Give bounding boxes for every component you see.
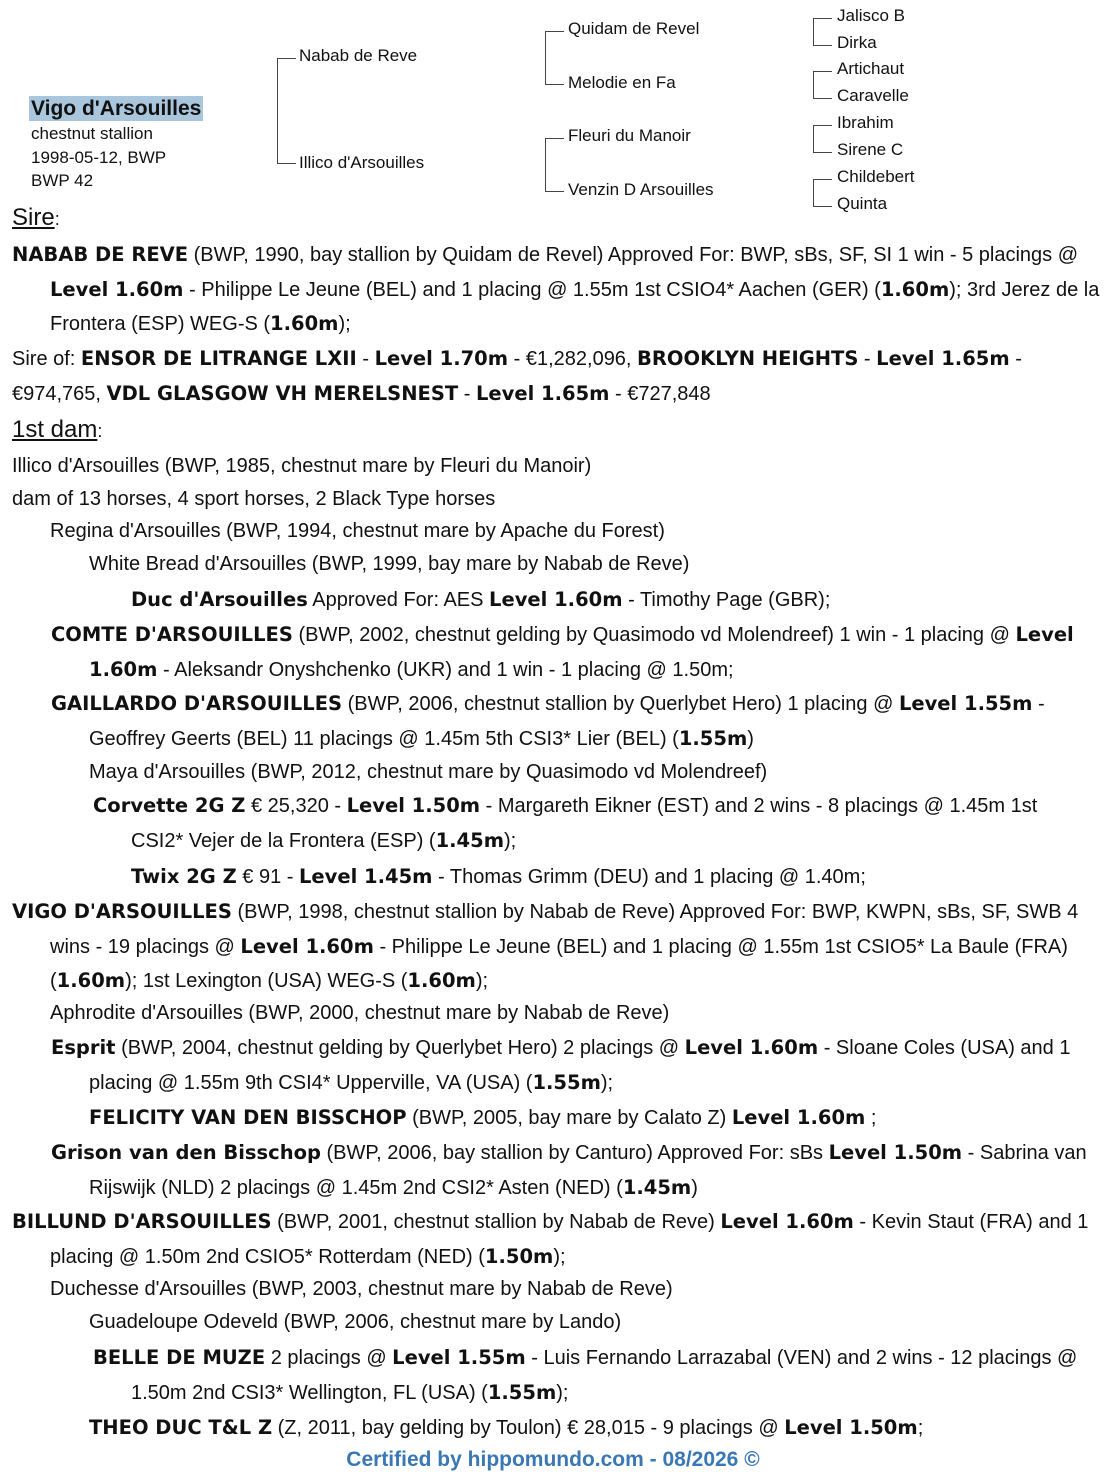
family-entry-vigo (12, 895, 1090, 999)
twix-detail-b: - Thomas Grimm (DEU) and 1 placing @ 1.40m; (432, 866, 866, 888)
belle-level-2: 1.55m (487, 1380, 557, 1404)
sire-heading (12, 204, 60, 233)
family-entry-duc (131, 583, 1091, 618)
vigo-detail-a: (BWP, 1998, chestnut stallion by Nabab de Reve) Approved For: BWP, KWPN, sBs, SF, SWB 4 wins - 19 placings @ (50, 901, 1079, 958)
vigo-level-3: 1.60m (407, 969, 476, 992)
sire-details-2: - Philippe Le Jeune (BEL) and 1 placing @ 1.55m 1st CSIO4* Aachen (GER) ( (183, 278, 881, 301)
pedigree-dam[interactable]: Illico d'Arsouilles (299, 153, 425, 172)
esprit-detail-b: - Sloane Coles (USA) and 1 placing @ 1.55m 9th CSI4* Upperville, VA (USA) ( (89, 1037, 1071, 1094)
family-entry-aphrodite: Aphrodite d'Arsouilles (BWP, 2000, chestnut mare by Nabab de Reve) (50, 1002, 670, 1024)
family-entry-belle (93, 1341, 1091, 1410)
billund-level: Level 1.60m (720, 1210, 854, 1233)
sire-level-b: 1.60m (270, 312, 339, 335)
family-entry-felicity (89, 1101, 1089, 1136)
offspring-2-level: Level 1.65m (876, 347, 1010, 370)
corvette-level-2: 1.45m (435, 828, 505, 852)
vigo-horse-name[interactable]: VIGO D'ARSOUILLES (12, 900, 232, 923)
corvette-detail-b: - Margareth Eikner (EST) and 2 wins - 8 placings @ 1.45m 1st CSI2* Vejer de la Frontera (ESP) ( (131, 795, 1038, 852)
pedigree-ddd[interactable]: Quinta (837, 194, 888, 213)
gen3-bracket-2 (813, 71, 832, 99)
comte-detail-b: - Aleksandr Onyshchenko (UKR) and 1 win - 1 placing @ 1.50m; (157, 658, 734, 681)
gaillardo-detail-a: (BWP, 2006, chestnut stallion by Querlybet Hero) 1 placing @ (342, 693, 899, 715)
esprit-level: Level 1.60m (684, 1036, 819, 1059)
sire-level-a: 1.60m (880, 277, 950, 301)
gen2-bracket-dam (545, 138, 564, 192)
pedigree-sss[interactable]: Jalisco B (837, 6, 906, 25)
sep-3: - (458, 382, 476, 405)
pedigree-sire[interactable]: Nabab de Reve (299, 46, 418, 65)
corvette-detail-c: ); (504, 829, 517, 852)
sire-entry (12, 238, 1106, 342)
subject-description: chestnut stallion (31, 124, 153, 143)
sire-name[interactable]: NABAB DE REVE (12, 243, 189, 266)
duc-horse-name[interactable]: Duc d'Arsouilles (131, 588, 308, 611)
family-entry-regina: Regina d'Arsouilles (BWP, 1994, chestnut mare by Apache du Forest) (50, 520, 665, 542)
comte-detail-a: (BWP, 2002, chestnut gelding by Quasimodo vd Molendreef) 1 win - 1 placing @ (292, 624, 1016, 646)
billund-detail-c: ); (553, 1245, 566, 1268)
billund-level-2: 1.50m (484, 1244, 554, 1268)
pedigree-dss[interactable]: Ibrahim (837, 113, 894, 132)
subject-birth: 1998-05-12, BWP (31, 148, 167, 167)
subject-name[interactable]: Vigo d'Arsouilles (31, 97, 202, 120)
family-entry-maya: Maya d'Arsouilles (BWP, 2012, chestnut mare by Quasimodo vd Molendreef) (89, 761, 768, 783)
vigo-level-2: 1.60m (56, 969, 126, 992)
family-entry-theo (89, 1411, 1099, 1446)
gaillardo-level: Level 1.55m (898, 692, 1033, 715)
dam-line-2: dam of 13 horses, 4 sport horses, 2 Black Type horses (12, 488, 496, 510)
belle-horse-name[interactable]: BELLE DE MUZE (93, 1346, 266, 1369)
gaillardo-detail-c: ) (747, 727, 754, 750)
theo-detail-b: ; (917, 1417, 924, 1439)
vigo-detail-b: - Philippe Le Jeune (BEL) and 1 placing @ 1.55m 1st CSIO5* La Baule (FRA) ( (50, 935, 1068, 992)
grison-detail-b: - Sabrina van Rijswijk (NLD) 2 placings @ 1.45m 2nd CSI2* Asten (NED) ( (89, 1142, 1087, 1199)
certification-footer[interactable]: Certified by hippomundo.com - 08/2026 © (346, 1448, 760, 1471)
felicity-detail-b: ; (865, 1107, 877, 1129)
grison-horse-name[interactable]: Grison van den Bisschop (51, 1141, 321, 1164)
sire-details-4: ); (338, 313, 351, 335)
esprit-detail-c: ); (600, 1071, 614, 1094)
gaillardo-level-2: 1.55m (678, 726, 748, 750)
belle-level: Level 1.55m (392, 1346, 526, 1369)
offspring-2-name[interactable]: BROOKLYN HEIGHTS (637, 347, 859, 370)
gen2-bracket-sire (545, 31, 564, 85)
felicity-horse-name[interactable]: FELICITY VAN DEN BISSCHOP (89, 1106, 407, 1129)
vigo-detail-c: ); 1st Lexington (USA) WEG-S ( (125, 970, 408, 992)
sire-offspring (12, 342, 1072, 411)
family-entry-twix (131, 860, 1091, 895)
family-entry-comte (51, 618, 1089, 687)
grison-level: Level 1.50m (828, 1141, 963, 1164)
belle-detail-b: - Luis Fernando Larrazabal (VEN) and 2 wins - 12 placings @ 1.50m 2nd CSI3* Wellington, FL (USA) ( (131, 1347, 1078, 1404)
twix-level: Level 1.45m (299, 865, 433, 888)
family-entry-duchesse: Duchesse d'Arsouilles (BWP, 2003, chestnut mare by Nabab de Reve) (50, 1278, 673, 1300)
sire-heading-colon: : (54, 209, 60, 229)
pedigree-dds[interactable]: Childebert (837, 167, 915, 186)
corvette-level: Level 1.50m (346, 794, 481, 817)
billund-horse-name[interactable]: BILLUND D'ARSOUILLES (12, 1210, 272, 1233)
subject-horse (31, 96, 203, 193)
billund-detail-a: (BWP, 2001, chestnut stallion by Nabab de Reve) (271, 1211, 721, 1233)
offspring-1-money: - €1,282,096, (508, 348, 638, 370)
family-entry-billund (12, 1205, 1090, 1274)
offspring-3-level: Level 1.65m (475, 381, 610, 405)
offspring-2-money: - €974,765, (12, 348, 1022, 405)
family-entry-grison (51, 1136, 1089, 1205)
belle-detail-c: ); (556, 1381, 569, 1404)
theo-horse-name[interactable]: THEO DUC T&L Z (89, 1416, 273, 1439)
corvette-detail-a: € 25,320 - (245, 795, 347, 817)
duc-detail-a: Approved For: AES (307, 589, 490, 611)
duc-level: Level 1.60m (489, 588, 623, 611)
vigo-level: Level 1.60m (240, 934, 374, 958)
theo-detail-a: (Z, 2011, bay gelding by Toulon) € 28,015 - 9 placings @ (272, 1417, 785, 1439)
pedigree-dsd[interactable]: Sirene C (837, 140, 904, 159)
pedigree-sire-dam[interactable]: Melodie en Fa (568, 73, 676, 92)
sire-heading-text: Sire (12, 204, 55, 231)
theo-level: Level 1.50m (784, 1416, 918, 1439)
felicity-detail-a: (BWP, 2005, bay mare by Calato Z) (406, 1107, 732, 1129)
gaillardo-horse-name[interactable]: GAILLARDO D'ARSOUILLES (51, 692, 343, 715)
esprit-horse-name[interactable]: Esprit (51, 1036, 116, 1059)
sire-of-label: Sire of: (12, 348, 81, 370)
pedigree-ssd[interactable]: Dirka (837, 33, 877, 52)
family-entry-esprit (51, 1031, 1089, 1100)
gen1-bracket (277, 58, 296, 164)
offspring-1-level: Level 1.70m (374, 347, 509, 370)
esprit-detail-a: (BWP, 2004, chestnut gelding by Querlybet Hero) 2 placings @ (115, 1037, 685, 1059)
twix-detail-a: € 91 - (236, 866, 299, 888)
family-entry-gaillardo (51, 687, 1089, 756)
offspring-3-name[interactable]: VDL GLASGOW VH MERELSNEST (106, 381, 459, 405)
esprit-level-2: 1.55m (532, 1070, 601, 1094)
sire-level: Level 1.60m (50, 277, 184, 301)
gen3-bracket-1 (813, 18, 832, 46)
dam-heading-colon: : (97, 421, 103, 441)
pedigree-dam-sire[interactable]: Fleuri du Manoir (568, 126, 691, 145)
subject-studbook: BWP 42 (31, 171, 94, 190)
dam-heading (12, 416, 102, 445)
grison-level-2: 1.45m (622, 1175, 692, 1199)
sep-1: - (356, 348, 375, 370)
pedigree-sire-sire[interactable]: Quidam de Revel (568, 19, 700, 38)
sire-details-3: ); 3rd Jerez de la Frontera (ESP) WEG-S ( (50, 278, 1100, 335)
comte-horse-name[interactable]: COMTE D'ARSOUILLES (51, 623, 293, 646)
felicity-level: Level 1.60m (731, 1106, 866, 1129)
gen3-bracket-3 (813, 125, 832, 153)
billund-detail-b: - Kevin Staut (FRA) and 1 placing @ 1.50m 2nd CSIO5* Rotterdam (NED) ( (50, 1211, 1089, 1268)
sire-details: (BWP, 1990, bay stallion by Quidam de Revel) Approved For: BWP, sBs, SF, SI 1 win - 5 placings @ (188, 244, 1079, 266)
gen3-bracket-4 (813, 179, 832, 207)
dam-heading-text: 1st dam (12, 416, 98, 443)
vigo-detail-d: ); (475, 970, 489, 992)
sep-2: - (858, 348, 877, 370)
pedigree-sdd[interactable]: Caravelle (837, 86, 909, 105)
corvette-horse-name[interactable]: Corvette 2G Z (93, 794, 246, 817)
offspring-1-name[interactable]: ENSOR DE LITRANGE LXII (80, 347, 357, 370)
grison-detail-c: ) (691, 1176, 698, 1199)
family-entry-whitebread: White Bread d'Arsouilles (BWP, 1999, bay mare by Nabab de Reve) (89, 553, 690, 575)
gaillardo-detail-b: - Geoffrey Geerts (BEL) 11 placings @ 1.45m 5th CSI3* Lier (BEL) ( (89, 693, 1045, 750)
family-entry-corvette (93, 789, 1091, 858)
pedigree-dam-dam[interactable]: Venzin D Arsouilles (568, 180, 714, 199)
grison-detail-a: (BWP, 2006, bay stallion by Canturo) Approved For: sBs (320, 1142, 829, 1164)
family-entry-guadeloupe: Guadeloupe Odeveld (BWP, 2006, chestnut mare by Lando) (89, 1311, 622, 1333)
twix-horse-name[interactable]: Twix 2G Z (131, 865, 237, 888)
duc-detail-b: - Timothy Page (GBR); (622, 589, 831, 611)
comte-level: Level 1.60m (89, 623, 1074, 681)
dam-line-1: Illico d'Arsouilles (BWP, 1985, chestnut mare by Fleuri du Manoir) (12, 455, 592, 477)
offspring-3-money: - €727,848 (609, 382, 711, 405)
pedigree-chart (0, 0, 1106, 215)
belle-detail-a: 2 placings @ (265, 1347, 393, 1369)
pedigree-sds[interactable]: Artichaut (837, 59, 905, 78)
